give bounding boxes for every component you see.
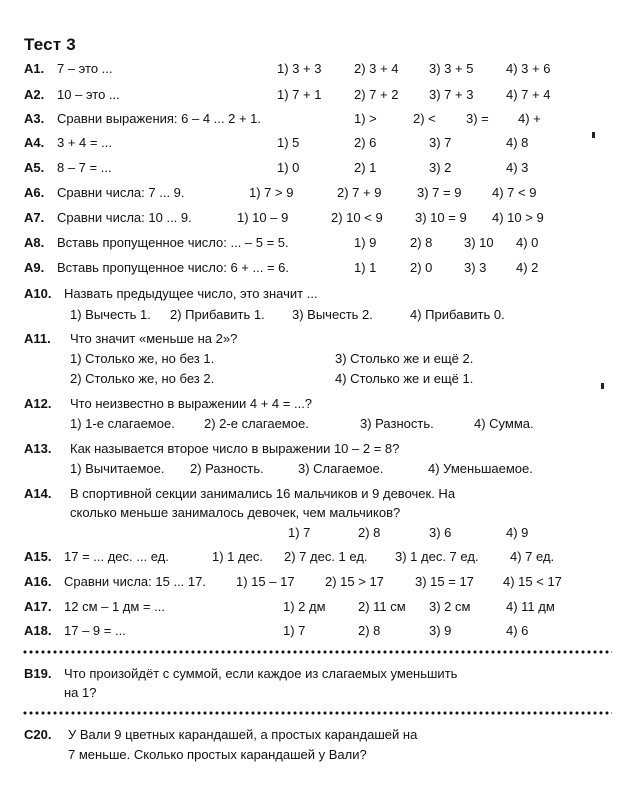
option-4: 4) 7 < 9	[492, 185, 537, 200]
option-1: 1) 1 дес.	[212, 549, 263, 564]
option-1: 1) 2 дм	[283, 599, 326, 614]
option-1: 1) 15 – 17	[236, 574, 295, 589]
option-4: 4) +	[518, 111, 541, 126]
option-1: 1) 7	[283, 623, 306, 638]
option-4: 4) 9	[506, 525, 529, 540]
question-text: Сравни числа: 10 ... 9.	[57, 210, 192, 225]
question-text: 10 – это ...	[57, 87, 120, 102]
question-text: Сравни числа: 15 ... 17.	[64, 574, 206, 589]
question-text: Что неизвестно в выражении 4 + 4 = ...?	[70, 396, 313, 411]
question-number: A14.	[24, 486, 52, 501]
question-number: A18.	[24, 623, 52, 638]
option-2: 2) 2-е слагаемое.	[204, 416, 309, 431]
option-3: 3) 3	[464, 260, 487, 275]
option-3: 3) 3 + 5	[429, 61, 474, 76]
option-2: 2) 7 дес. 1 ед.	[284, 549, 368, 564]
question-number: A6.	[24, 185, 45, 200]
question-text: 12 см – 1 дм = ...	[64, 599, 165, 614]
question-text-line-2: на 1?	[64, 685, 97, 700]
option-2: 2) 10 < 9	[331, 210, 383, 225]
question-number: A1.	[24, 61, 45, 76]
option-2: 2) Столько же, но без 2.	[70, 371, 215, 386]
option-2: 2) 6	[354, 135, 377, 150]
option-3: 3) 7 = 9	[417, 185, 462, 200]
option-4: 4) 3 + 6	[506, 61, 551, 76]
dotted-divider	[22, 650, 612, 654]
option-1: 1) 7 + 1	[277, 87, 322, 102]
option-1: 1) 9	[354, 235, 377, 250]
option-3: 3) 2 см	[429, 599, 471, 614]
question-text: Что значит «меньше на 2»?	[70, 331, 238, 346]
option-2: 2) 1	[354, 160, 377, 175]
page-title: Тест 3	[24, 35, 76, 54]
question-number: C20.	[24, 727, 52, 742]
scan-speck	[601, 383, 604, 389]
option-1: 1) 1	[354, 260, 377, 275]
option-3: 3) 2	[429, 160, 452, 175]
option-3: 3) Слагаемое.	[298, 461, 384, 476]
option-1: 1) 5	[277, 135, 300, 150]
option-4: 4) 15 < 17	[503, 574, 562, 589]
question-number: A7.	[24, 210, 45, 225]
question-number: A13.	[24, 441, 52, 456]
option-1: 1) 1-е слагаемое.	[70, 416, 175, 431]
question-number: A16.	[24, 574, 52, 589]
option-3: 3) 10 = 9	[415, 210, 467, 225]
option-4: 4) 10 > 9	[492, 210, 544, 225]
question-text-line-1: Что произойдёт с суммой, если каждое из слагаемых уменьшить	[64, 666, 458, 681]
option-4: 4) 2	[516, 260, 539, 275]
option-2: 2) 15 > 17	[325, 574, 384, 589]
question-text-line-2: 7 меньше. Сколько простых карандашей у Вали?	[68, 747, 367, 762]
option-3: 3) 1 дес. 7 ед.	[395, 549, 479, 564]
option-3: 3) 9	[429, 623, 452, 638]
option-2: 2) 0	[410, 260, 433, 275]
option-3: 3) 7 + 3	[429, 87, 474, 102]
option-1: 1) 3 + 3	[277, 61, 322, 76]
question-text: Сравни числа: 7 ... 9.	[57, 185, 185, 200]
question-number: A10.	[24, 286, 52, 301]
option-2: 2) 8	[358, 623, 381, 638]
question-number: B19.	[24, 666, 52, 681]
option-3: 3) =	[466, 111, 489, 126]
question-text-line-1: В спортивной секции занимались 16 мальчиков и 9 девочек. На	[70, 486, 456, 501]
option-2: 2) Разность.	[190, 461, 264, 476]
option-3: 3) 15 = 17	[415, 574, 474, 589]
option-1: 1) 7	[288, 525, 311, 540]
option-3: 3) 10	[464, 235, 494, 250]
question-number: A15.	[24, 549, 52, 564]
option-4: 4) 6	[506, 623, 529, 638]
question-number: A17.	[24, 599, 52, 614]
question-text: 3 + 4 = ...	[57, 135, 112, 150]
option-2: 2) 7 + 9	[337, 185, 382, 200]
question-text-line-2: сколько меньше занималось девочек, чем мальчиков?	[70, 505, 401, 520]
question-number: A3.	[24, 111, 45, 126]
question-number: A4.	[24, 135, 45, 150]
option-1: 1) Столько же, но без 1.	[70, 351, 215, 366]
option-2: 2) Прибавить 1.	[170, 307, 265, 322]
option-2: 2) 3 + 4	[354, 61, 399, 76]
option-3: 3) 6	[429, 525, 452, 540]
question-number: A11.	[24, 331, 51, 346]
option-4: 4) Сумма.	[474, 416, 534, 431]
option-3: 3) Вычесть 2.	[292, 307, 373, 322]
scan-speck	[592, 132, 595, 138]
option-4: 4) Столько же и ещё 1.	[335, 371, 474, 386]
option-2: 2) 11 см	[358, 599, 406, 614]
question-number: A2.	[24, 87, 45, 102]
option-2: 2) 8	[410, 235, 433, 250]
option-1: 1) 10 – 9	[237, 210, 289, 225]
question-text: Сравни выражения: 6 – 4 ... 2 + 1.	[57, 111, 262, 126]
option-4: 4) Уменьшаемое.	[428, 461, 533, 476]
option-2: 2) <	[413, 111, 436, 126]
option-4: 4) 0	[516, 235, 539, 250]
option-3: 3) 7	[429, 135, 452, 150]
option-4: 4) 8	[506, 135, 529, 150]
option-4: 4) Прибавить 0.	[410, 307, 505, 322]
option-1: 1) 7 > 9	[249, 185, 294, 200]
question-number: A8.	[24, 235, 45, 250]
question-number: A5.	[24, 160, 45, 175]
option-1: 1) Вычесть 1.	[70, 307, 151, 322]
option-4: 4) 3	[506, 160, 529, 175]
option-3: 3) Разность.	[360, 416, 434, 431]
option-2: 2) 7 + 2	[354, 87, 399, 102]
question-text: 8 – 7 = ...	[57, 160, 112, 175]
question-text: 7 – это ...	[57, 61, 113, 76]
question-text: 17 – 9 = ...	[64, 623, 126, 638]
option-4: 4) 7 ед.	[510, 549, 555, 564]
question-text: Вставь пропущенное число: ... – 5 = 5.	[57, 235, 289, 250]
option-1: 1) 0	[277, 160, 300, 175]
question-text: 17 = ... дес. ... ед.	[64, 549, 169, 564]
question-number: A9.	[24, 260, 45, 275]
question-text-line-1: У Вали 9 цветных карандашей, а простых карандашей на	[68, 727, 418, 742]
question-number: A12.	[24, 396, 52, 411]
question-text: Вставь пропущенное число: 6 + ... = 6.	[57, 260, 290, 275]
dotted-divider	[22, 711, 612, 715]
option-3: 3) Столько же и ещё 2.	[335, 351, 474, 366]
option-1: 1) >	[354, 111, 377, 126]
option-4: 4) 7 + 4	[506, 87, 551, 102]
question-text: Как называется второе число в выражении 10 – 2 = 8?	[70, 441, 400, 456]
option-4: 4) 11 дм	[506, 599, 555, 614]
option-1: 1) Вычитаемое.	[70, 461, 165, 476]
option-2: 2) 8	[358, 525, 381, 540]
question-text: Назвать предыдущее число, это значит ...	[64, 286, 318, 301]
